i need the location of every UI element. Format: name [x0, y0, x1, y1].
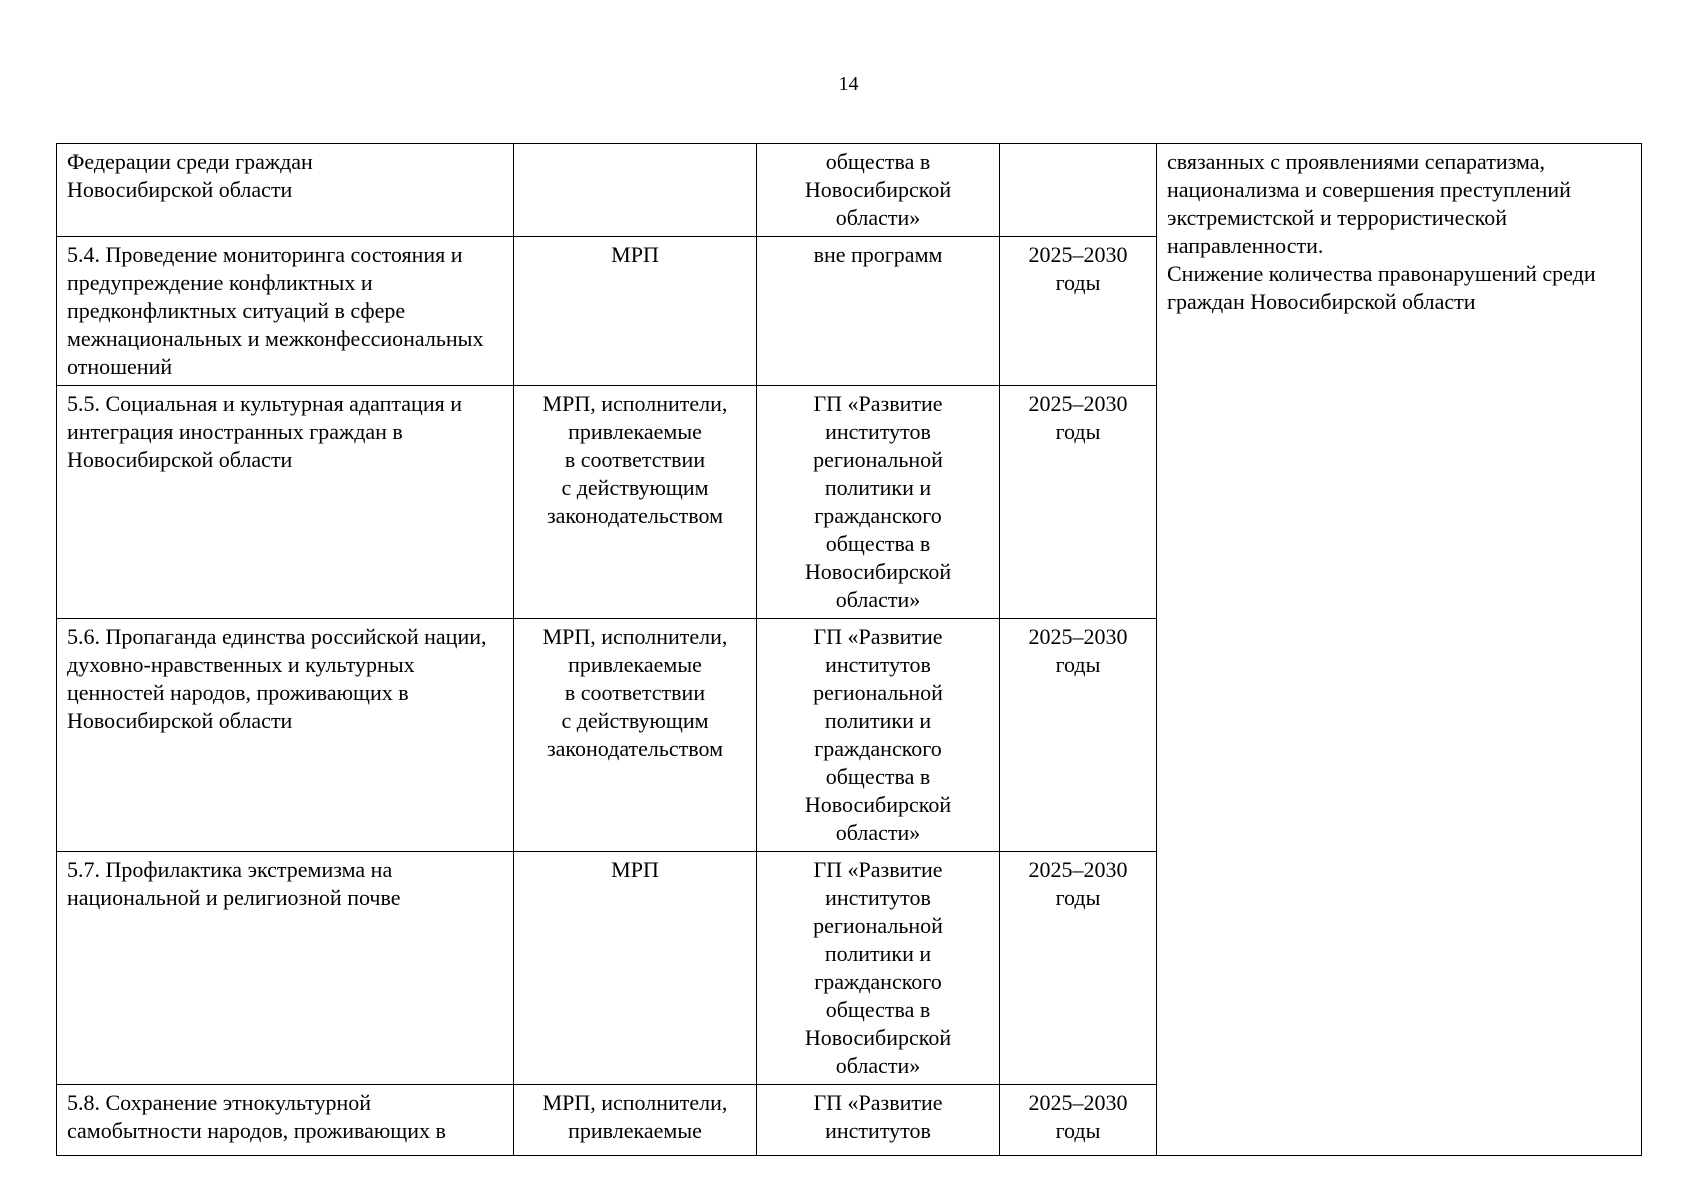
measure-name-cell: Федерации среди граждан Новосибирской области [57, 144, 514, 237]
executor-cell: МРП, исполнители, привлекаемые в соответствии с действующим законодательством [514, 386, 757, 619]
funding-source-cell: ГП «Развитие институтов [757, 1085, 1000, 1156]
expected-result-cell: связанных с проявлениями сепаратизма, национализма и совершения преступлений экстремистской и террористической направленности. Снижение количества правонарушений среди граждан Новосибирской области [1157, 144, 1642, 1156]
table-row [57, 144, 1642, 237]
measure-name-cell: 5.6. Пропаганда единства российской нации, духовно-нравственных и культурных ценностей народов, проживающих в Новосибирской области [57, 619, 514, 852]
executor-cell: МРП, исполнители, привлекаемые в соответствии с действующим законодательством [514, 619, 757, 852]
page-number: 14 [838, 73, 859, 95]
measures-table [56, 143, 1642, 1156]
funding-source-cell: ГП «Развитие институтов региональной политики и гражданского общества в Новосибирской области» [757, 619, 1000, 852]
period-cell: 2025–2030 годы [1000, 852, 1157, 1085]
funding-source-cell: вне программ [757, 237, 1000, 386]
funding-source-cell: общества в Новосибирской области» [757, 144, 1000, 237]
period-cell: 2025–2030 годы [1000, 386, 1157, 619]
funding-source-cell: ГП «Развитие институтов региональной политики и гражданского общества в Новосибирской области» [757, 852, 1000, 1085]
period-cell [1000, 144, 1157, 237]
measure-name-cell: 5.7. Профилактика экстремизма на национальной и религиозной почве [57, 852, 514, 1085]
measure-name-cell: 5.4. Проведение мониторинга состояния и предупреждение конфликтных и предконфликтных ситуаций в сфере межнациональных и межконфессиональных отношений [57, 237, 514, 386]
executor-cell: МРП [514, 852, 757, 1085]
period-cell: 2025–2030 годы [1000, 1085, 1157, 1156]
measure-name-cell: 5.8. Сохранение этнокультурной самобытности народов, проживающих в [57, 1085, 514, 1156]
executor-cell [514, 144, 757, 237]
executor-cell: МРП, исполнители, привлекаемые [514, 1085, 757, 1156]
measure-name-cell: 5.5. Социальная и культурная адаптация и интеграция иностранных граждан в Новосибирской области [57, 386, 514, 619]
period-cell: 2025–2030 годы [1000, 619, 1157, 852]
funding-source-cell: ГП «Развитие институтов региональной политики и гражданского общества в Новосибирской области» [757, 386, 1000, 619]
executor-cell: МРП [514, 237, 757, 386]
period-cell: 2025–2030 годы [1000, 237, 1157, 386]
